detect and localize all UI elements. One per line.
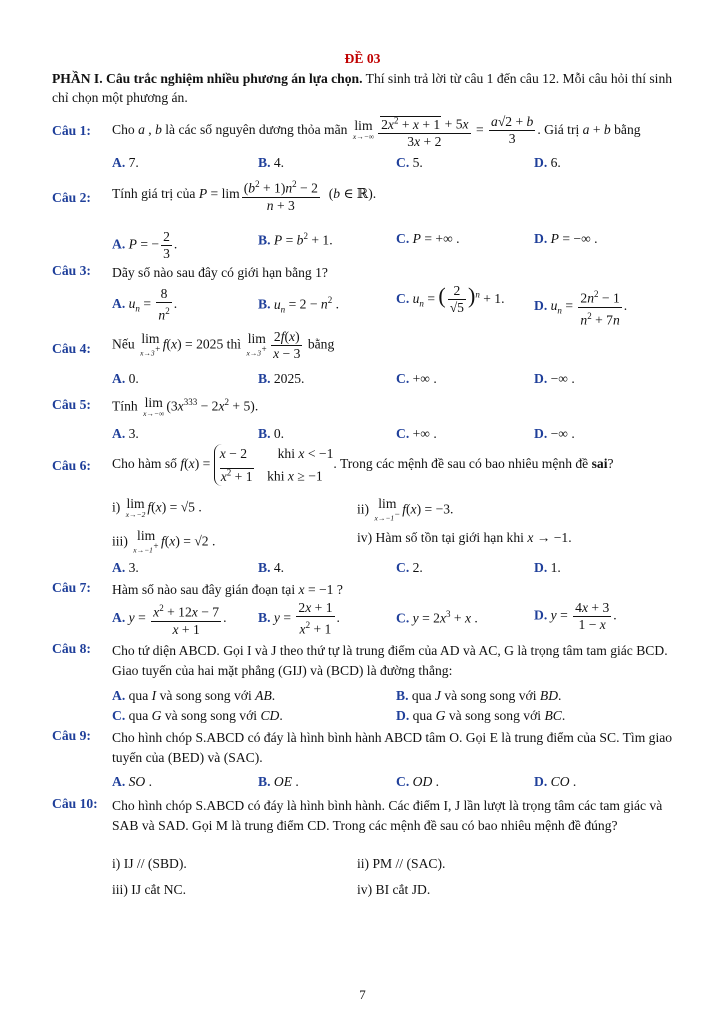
question-3-option-b[interactable]: B. $u_n = 2 - n^2$ .: [258, 295, 339, 315]
question-9-text: Cho hình chóp S.ABCD có đáy là hình bình hành ABCD tâm O. Gọi E là trung điểm của SC. Tìm giao tuyến của (BED) và (SAC).: [112, 730, 673, 765]
question-4-label: Câu 4:: [52, 341, 91, 356]
question-9-option-c[interactable]: C. OD .: [396, 774, 440, 789]
question-3-option-d[interactable]: D. $u_n$ = $\frac{2n^2 - 1}{n^2 + 7n}$ .: [534, 286, 627, 328]
question-8-option-a[interactable]: A. qua I và song song với AB.: [112, 688, 276, 703]
question-9-option-b[interactable]: B. OE .: [258, 774, 299, 789]
question-1-label: Câu 1:: [52, 123, 91, 138]
question-8-text: Cho tứ diện ABCD. Gọi I và J theo thứ tự là trung điểm của AD và AC, G là trọng tâm tam giác BCD. Giao tuyến của hai mặt phẳng (GIJ) và (BCD) là đường thẳng:: [112, 643, 668, 678]
question-7-option-c[interactable]: C. $y = 2x^3 + x$ .: [396, 609, 478, 626]
question-7-option-d[interactable]: D. y = $\frac{4x + 3}{1 - x}$ .: [534, 600, 617, 632]
page-number: 7: [359, 987, 366, 1002]
question-7-option-b[interactable]: B. y = $\frac{2x + 1}{x^2 + 1}$ .: [258, 600, 340, 637]
question-1-option-c[interactable]: C. 5.: [396, 155, 423, 170]
question-3-label: Câu 3:: [52, 263, 91, 278]
question-9-option-d[interactable]: D. CO .: [534, 774, 577, 789]
question-7-option-a[interactable]: A. y = $\frac{x^2 + 12x - 7}{x + 1}$ .: [112, 600, 226, 638]
question-5-option-b[interactable]: B. 0.: [258, 426, 285, 441]
question-8-option-d[interactable]: D. qua G và song song với BC.: [396, 708, 566, 723]
question-2-option-a[interactable]: A. P = − $\frac{2}{3}$ .: [112, 229, 178, 261]
question-2-label: Câu 2:: [52, 190, 91, 205]
question-6-option-b[interactable]: B. 4.: [258, 560, 285, 575]
question-10-text: Cho hình chóp S.ABCD có đáy là hình bình hành. Các điểm I, J lần lượt là trọng tâm các tam giác và SAB và SAD. Gọi M là trung điểm CD. Trong các mệnh đề sau có bao nhiêu mệnh đề đúng?: [112, 798, 663, 833]
question-6-text: Cho hàm số f(x) = x − 2 khi x < −1 $x^2 + 1$ khi x ≥ −1. Trong các mệnh đề sau có bao nhiêu mệnh đề sai?: [112, 446, 614, 484]
question-6-statement-1: i) lim x→−2 f(x) = √5 .: [112, 496, 202, 519]
question-5-label: Câu 5:: [52, 397, 91, 412]
question-5-option-c[interactable]: C. +∞ .: [396, 426, 437, 441]
question-4-option-d[interactable]: D. −∞ .: [534, 371, 575, 386]
question-2-option-c[interactable]: C. P = +∞ .: [396, 231, 460, 246]
question-5-option-d[interactable]: D. −∞ .: [534, 426, 575, 441]
question-9-option-a[interactable]: A. SO .: [112, 774, 153, 789]
question-4-option-c[interactable]: C. +∞ .: [396, 371, 437, 386]
question-2-text: Tính giá trị của P = lim $\frac{(b^2 + 1)n^2 - 2}{n + 3}$ (b ∈ ℝ).: [112, 176, 678, 214]
section-heading: PHẦN I. Câu trắc nghiệm nhiều phương án lựa chọn.: [52, 71, 363, 86]
question-9-label: Câu 9:: [52, 728, 91, 743]
question-10-statement-3: iii) IJ cắt NC.: [112, 882, 186, 897]
question-8-option-b[interactable]: B. qua J và song song với BD.: [396, 688, 562, 703]
question-3-text: Dãy số nào sau đây có giới hạn bằng 1?: [112, 265, 328, 280]
question-3-option-a[interactable]: A. $u_n$ = $\frac{8}{n^2}$ .: [112, 286, 178, 323]
question-7-text: Hàm số nào sau đây gián đoạn tại x = −1 ?: [112, 582, 343, 597]
question-6-option-d[interactable]: D. 1.: [534, 560, 561, 575]
question-6-statement-4: iv) Hàm số tồn tại giới hạn khi x → −1.: [357, 530, 572, 545]
question-4-option-a[interactable]: A. 0.: [112, 371, 139, 386]
question-4-text: Nếu lim x→3+ f(x) = 2025 thì lim x→3+ $\frac{2f(x)}{x - 3}$ bằng: [112, 329, 335, 361]
question-6-option-c[interactable]: C. 2.: [396, 560, 423, 575]
question-1-text: Cho a , b là các số nguyên dương thỏa mãn lim x→−∞ $\frac{2x^2 + x + 1 + 5x}{3x + 2}$ = $\frac{a√2 + b}{3}$ . Giá trị a + b bằng: [112, 112, 678, 150]
question-10-statement-4: iv) BI cắt JD.: [357, 882, 431, 897]
question-10-statement-1: i) IJ // (SBD).: [112, 856, 187, 871]
question-2-option-b[interactable]: B. $P = b^2 + 1$.: [258, 231, 333, 248]
question-7-label: Câu 7:: [52, 580, 91, 595]
question-8-option-c[interactable]: C. qua G và song song với CD.: [112, 708, 283, 723]
question-1-option-b[interactable]: B. 4.: [258, 155, 285, 170]
question-1-option-a[interactable]: A. 7.: [112, 155, 139, 170]
question-1-option-d[interactable]: D. 6.: [534, 155, 561, 170]
exam-title: ĐỀ 03: [344, 51, 381, 66]
question-6-statement-2: ii) lim x→−1− f(x) = −3.: [357, 496, 454, 523]
question-3-option-c[interactable]: C. $u_n$ = ( $\frac{2}{√5}$ )$^n$ + 1.: [396, 283, 505, 316]
question-8-label: Câu 8:: [52, 641, 91, 656]
section-instructions: Thí sinh trả lời từ câu 1 đến câu 12. Mỗi câu hỏi thí sinh chỉ chọn một phương án.: [52, 71, 673, 105]
question-6-label: Câu 6:: [52, 458, 91, 473]
question-2-option-d[interactable]: D. P = −∞ .: [534, 231, 598, 246]
question-5-text: Tính lim x→−∞ $(3x^{333} - 2x^2 + 5)$.: [112, 394, 259, 418]
question-10-statement-2: ii) PM // (SAC).: [357, 856, 446, 871]
question-6-statement-3: iii) lim x→−1+ f(x) = √2 .: [112, 528, 216, 555]
question-10-label: Câu 10:: [52, 796, 98, 811]
section-intro: [52, 69, 677, 107]
question-5-option-a[interactable]: A. 3.: [112, 426, 139, 441]
question-6-option-a[interactable]: A. 3.: [112, 560, 139, 575]
question-4-option-b[interactable]: B. 2025.: [258, 371, 305, 386]
